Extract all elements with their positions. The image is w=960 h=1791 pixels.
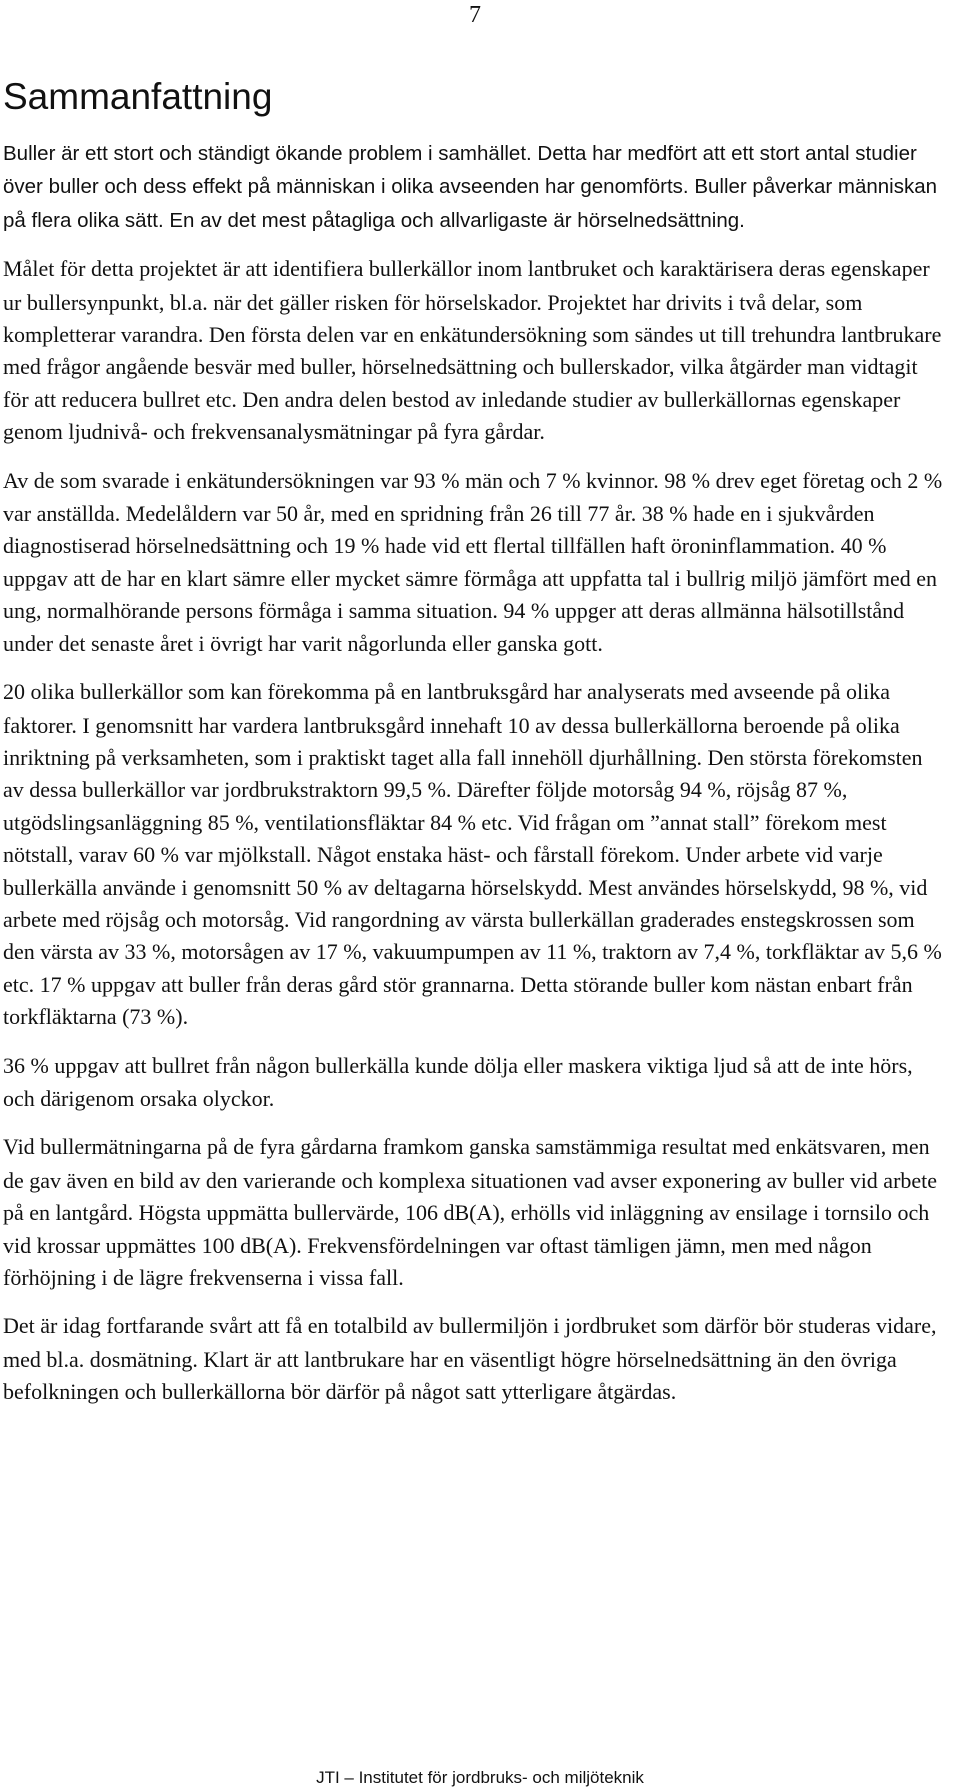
page-title: Sammanfattning <box>3 76 273 117</box>
document-body <box>3 137 943 1425</box>
paragraph-text: 20 olika bullerkällor som kan förekomma på en lantbruksgård har analyserats med avseende på olika faktorer. I genomsnitt har vardera lantbruksgård innehaft 10 av dessa bullerkällorna beroende på olika inriktning på verksamheten, som i praktiskt taget alla fall innehöll djurhållning. Den största förekomsten av dessa bullerkällor var jordbrukstraktorn 99,5 %. Därefter följde motorsåg 94 %, röjsåg 87 %, utgödslingsanläggning 85 %, ventilationsfläktar 84 % etc. Vid frågan om ”annat stall” förekom mest nötstall, varav 60 % var mjölkstall. Något enstaka häst- och fårstall förekom. Under arbete vid varje bullerkälla använde i genomsnitt 50 % av deltagarna hörselskydd. Mest användes hörselskydd, 98 %, vid arbete med röjsåg och motorsåg. Vid rangordning av värsta bullerkällan graderades enstegskrossen som den värsta av 33 %, motorsågen av 17 %, vakuumpumpen av 11 %, traktorn av 7,4 %, torkfläktar av 5,6 % etc. 17 % uppgav att buller från deras gård stör grannarna. Detta störande buller kom nästan enbart från torkfläktarna (73 %). <box>3 679 942 1030</box>
paragraph-sans-text: Buller är ett stort och ständigt ökande problem i samhället. Detta har medfört att ett stort antal studier över buller och dess effekt på människan i olika avseenden har genomförts. Buller påverkar människan på flera olika sätt. En av det mest påtagliga och allvarligaste är hörselnedsättning. <box>3 142 938 232</box>
paragraph-survey <box>3 465 943 660</box>
footer-institute: JTI – Institutet för jordbruks- och miljöteknik <box>316 1768 644 1787</box>
paragraph-text: Vid bullermätningarna på de fyra gårdarna framkom ganska samstämmiga resultat med enkätsvaren, men de gav även en bild av den varierande och komplexa situationen vad avser exponering av buller vid arbete på en lantgård. Högsta uppmätta bullervärde, 106 dB(A), erhölls vid inläggning av ensilage i tornsilo och vid krossar uppmättes 100 dB(A). Frekvensfördelningen var oftast tämligen jämn, men med någon förhöjning i de lägre frekvenserna i vissa fall. <box>3 1134 938 1290</box>
paragraph-aim <box>3 253 943 448</box>
paragraph-text: 36 % uppgav att bullret från någon bullerkälla kunde dölja eller maskera viktiga ljud så att de inte hörs, och därigenom orsaka olyckor. <box>3 1052 913 1111</box>
paragraph-sources <box>3 676 943 1033</box>
paragraph-text: Det är idag fortfarande svårt att få en totalbild av bullermiljön i jordbruket som därför bör studeras vidare, med bl.a. dosmätning. Klart är att lantbrukare har en väsentligt högre hörselnedsättning än den övriga befolkningen och bullerkällorna bör därför på något satt ytterligare åtgärdas. <box>3 1313 937 1405</box>
paragraph-intro <box>3 137 943 237</box>
paragraph-masking <box>3 1050 943 1116</box>
page-number: 7 <box>469 2 481 28</box>
paragraph-measurements <box>3 1131 943 1294</box>
paragraph-text: Av de som svarade i enkätundersökningen var 93 % män och 7 % kvinnor. 98 % drev eget företag och 2 % var anställda. Medelåldern var 50 år, med en spridning från 26 till 77 år. 38 % hade en i sjukvården diagnostiserad hörselnedsättning och 19 % hade vid ett flertal tillfällen haft öroninflammation. 40 % uppgav att de har en klart sämre eller mycket sämre förmåga att uppfatta tal i bullrig miljö jämfört med en ung, normalhörande persons förmåga i samma situation. 94 % uppger att deras allmänna hälsotillstånd under det senaste året i övrigt har varit någorlunda eller ganska gott. <box>3 467 943 656</box>
paragraph-text: Målet för detta projektet är att identifiera bullerkällor inom lantbruket och karaktärisera deras egenskaper ur bullersynpunkt, bl.a. när det gäller risken för hörselskador. Projektet har drivits i två delar, som kompletterar varandra. Den första delen var en enkätundersökning som sändes ut till trehundra lantbrukare med frågor angående besvär med buller, hörselnedsättning och bullerskador, vilka åtgärder man vidtagit för att reducera bullret etc. Den andra delen bestod av inledande studier av bullerkällornas egenskaper genom ljudnivå- och frekvensanalysmätningar på fyra gårdar. <box>3 256 942 445</box>
paragraph-conclusion <box>3 1310 943 1408</box>
